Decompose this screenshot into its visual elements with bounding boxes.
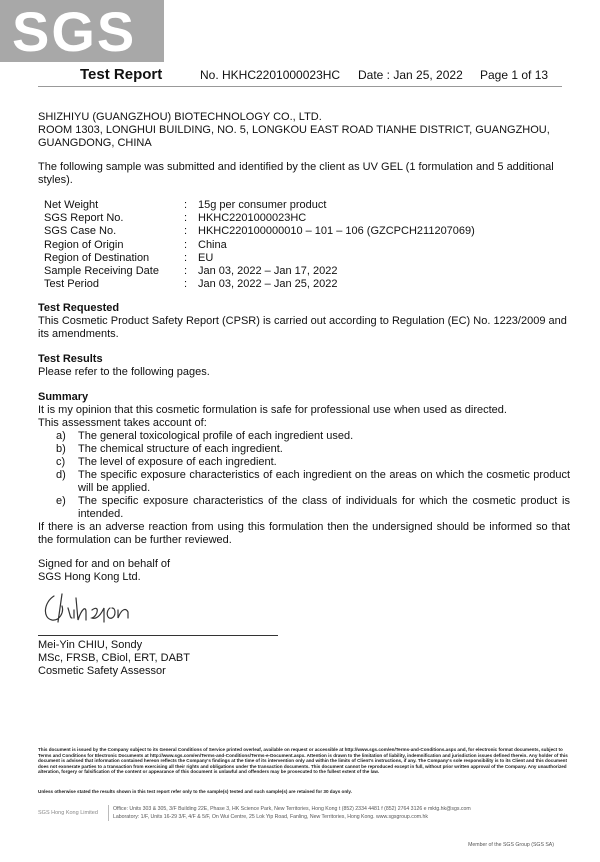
info-row: [44, 265, 475, 278]
info-value: Jan 03, 2022 – Jan 17, 2022: [198, 264, 338, 277]
list-text: The specific exposure characteristics of each ingredient on the areas on which the cosmetic product will be applied.: [78, 469, 570, 494]
list-text: The chemical structure of each ingredient.: [78, 443, 283, 455]
info-colon: :: [184, 199, 188, 211]
list-text: The level of exposure of each ingredient.: [78, 456, 277, 468]
info-row: [44, 252, 475, 265]
info-key: Region of Destination: [44, 251, 150, 264]
summary-heading: Summary: [38, 391, 89, 403]
info-row: [44, 212, 475, 225]
test-results-section: [38, 353, 570, 379]
footer-member: Member of the SGS Group (SGS SA): [468, 842, 554, 848]
client-address-line1: ROOM 1303, LONGHUI BUILDING, NO. 5, LONGKOU EAST ROAD TIANHE DISTRICT, GUANGZHOU,: [38, 124, 550, 136]
info-key: Test Period: [44, 278, 100, 291]
assessment-list: [38, 430, 570, 521]
list-item: [38, 456, 570, 469]
info-key: Region of Origin: [44, 238, 124, 251]
signatory-block: [38, 639, 570, 678]
test-results-text: Please refer to the following pages.: [38, 366, 210, 378]
info-key: Sample Receiving Date: [44, 264, 159, 277]
footer-lab: Laboratory: 1/F, Units 16-29 3/F, 4/F & 5/F, On Wui Centre, 25 Lok Yip Road, Fanling, New Territories, Hong Kong. www.sgsgroup.com.hk: [113, 814, 428, 820]
retention-notice: Unless otherwise stated the results shown in this test report refer only to the sample(s) tested and such sample(s) are retained for 30 days only.: [38, 789, 352, 794]
summary-closing: If there is an adverse reaction from using this formulation then the undersigned should be informed so that the formulation can be further reviewed.: [38, 521, 570, 546]
list-item: [38, 430, 570, 443]
info-value: HKHC2201000023HC: [198, 212, 307, 225]
intro-paragraph: The following sample was submitted and identified by the client as UV GEL (1 formulation and 5 additional styles).: [38, 161, 554, 186]
info-value: EU: [198, 251, 214, 264]
list-text: The general toxicological profile of each ingredient used.: [78, 430, 354, 442]
info-row: [44, 199, 475, 212]
signature-line: [38, 635, 278, 636]
info-colon: :: [184, 264, 188, 277]
info-colon: :: [184, 225, 188, 238]
footer-office: Office: Units 303 & 305, 3/F Building 22E, Phase 3, HK Science Park, New Territories, Hong Kong t (852) 2334 4481 f (852) 2764 3126 e mktg.hk@sgs.com: [113, 806, 471, 812]
page-number: Page 1 of 13: [480, 68, 549, 82]
test-requested-text: This Cosmetic Product Safety Report (CPSR) is carried out according to Regulation (EC) No. 1223/2009 and its amendments.: [38, 315, 567, 340]
signatory-credentials: MSc, FRSB, CBiol, ERT, DABT: [38, 652, 190, 664]
info-colon: :: [184, 212, 188, 225]
info-value: 15g per consumer product: [198, 199, 327, 211]
list-item: [38, 443, 570, 456]
test-requested-heading: Test Requested: [38, 302, 120, 314]
info-colon: :: [184, 278, 188, 291]
info-colon: :: [184, 238, 188, 251]
info-value: Jan 03, 2022 – Jan 25, 2022: [198, 278, 338, 291]
client-address-line2: GUANGDONG, CHINA: [38, 137, 152, 149]
info-row: [44, 278, 475, 291]
test-requested-section: [38, 302, 570, 341]
sample-info-table: [44, 199, 475, 291]
footer-company: SGS Hong Kong Limited: [38, 810, 98, 816]
legal-disclaimer: This document is issued by the Company subject to its General Conditions of Service printed overleaf, available on request or accessible at http://www.sgs.com/en/Terms-and-Conditions.aspx and, for electronic format documents, subject to Terms and Conditions for Electronic Documents at http://www.sgs.com/en/Terms-and-Conditions/Terms-e-Document.aspx. Attention is drawn to the limitation of liability, indemnification and jurisdiction issues defined therein. Any holder of this document is advised that information contained hereon reflects the Company's findings at the time of its intervention only and within the limits of Client's instructions, if any. The Company's sole responsibility is to its Client and this document does not exonerate parties to a transaction from exercising all their rights and obligations under the transaction documents. This document cannot be reproduced except in full, without prior written approval of the Company. Any unauthorized alteration, forgery or falsification of the content or appearance of this document is unlawful and offenders may be prosecuted to the fullest extent of the law.: [38, 747, 568, 775]
report-title: Test Report: [80, 66, 163, 83]
signoff-line2: SGS Hong Kong Ltd.: [38, 571, 141, 583]
summary-opinion: It is my opinion that this cosmetic formulation is safe for professional use when used as directed.: [38, 404, 507, 416]
info-value: HKHC220100000010 – 101 – 106 (GZCPCH211207069): [198, 225, 475, 238]
client-block: [38, 111, 570, 150]
summary-lead: This assessment takes account of:: [38, 417, 207, 429]
info-key: SGS Case No.: [44, 225, 117, 238]
list-marker: e): [56, 495, 66, 507]
list-text: The specific exposure characteristics of the class of individuals for which the cosmetic product is intended.: [78, 495, 570, 520]
info-key: Net Weight: [44, 199, 99, 211]
list-marker: c): [56, 456, 66, 468]
signatory-title: Cosmetic Safety Assessor: [38, 665, 166, 677]
info-row: [44, 225, 475, 238]
list-item: [38, 469, 570, 495]
client-name: SHIZHIYU (GUANGZHOU) BIOTECHNOLOGY CO., LTD.: [38, 111, 322, 123]
signature-image: [40, 588, 150, 626]
header-divider: [38, 86, 562, 87]
info-value: China: [198, 238, 227, 251]
list-marker: a): [56, 430, 66, 442]
signoff-block: [38, 558, 570, 584]
test-results-heading: Test Results: [38, 353, 103, 365]
list-item: [38, 495, 570, 521]
list-marker: d): [56, 469, 66, 481]
report-date: Date : Jan 25, 2022: [358, 68, 463, 82]
summary-section: [38, 391, 570, 547]
signoff-line1: Signed for and on behalf of: [38, 558, 171, 570]
info-colon: :: [184, 251, 188, 264]
info-key: SGS Report No.: [44, 212, 124, 225]
info-row: [44, 239, 475, 252]
list-marker: b): [56, 443, 66, 455]
report-number: No. HKHC2201000023HC: [200, 68, 341, 82]
footer-address: [108, 805, 471, 821]
signatory-name: Mei-Yin CHIU, Sondy: [38, 639, 143, 651]
sgs-logo: SGS: [0, 0, 164, 62]
